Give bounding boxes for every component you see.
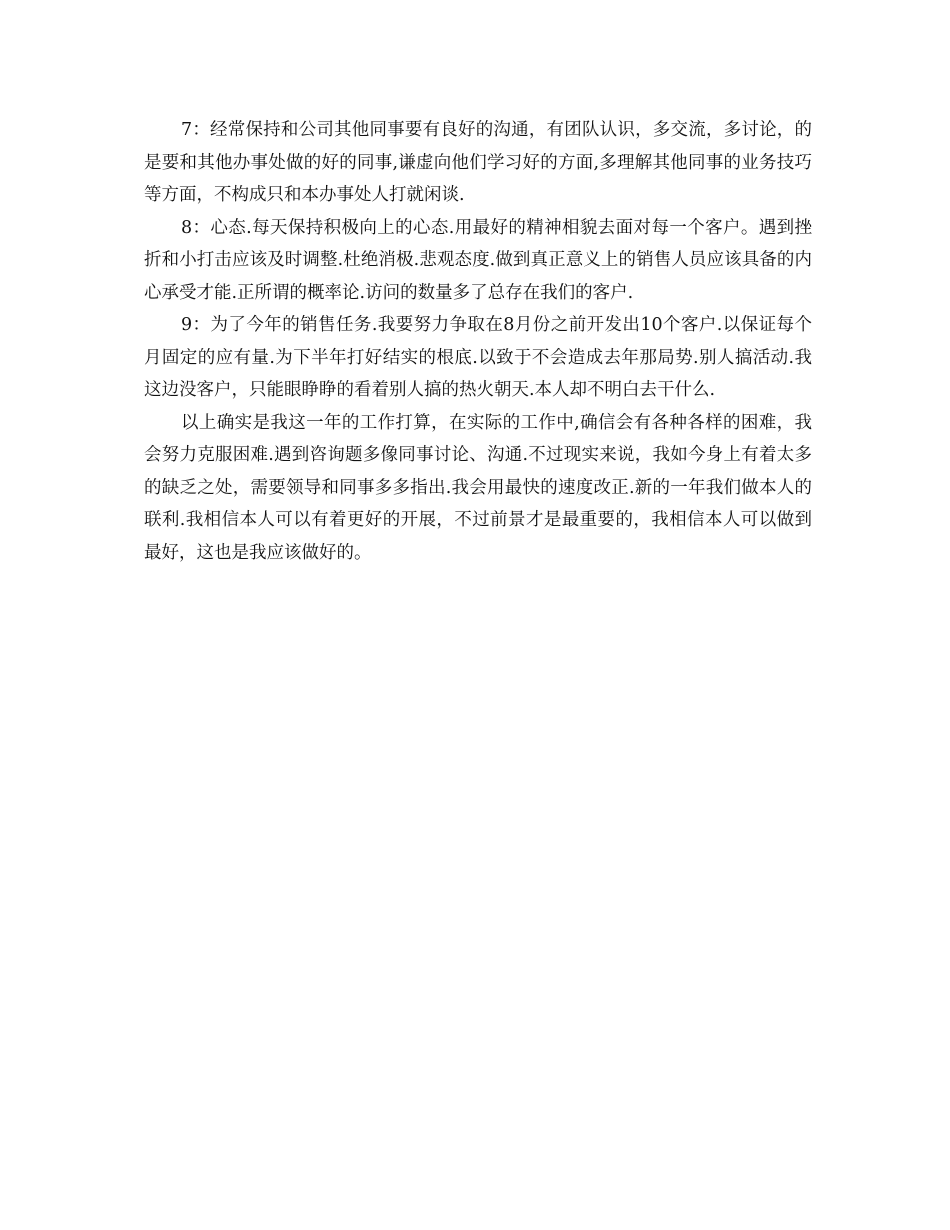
paragraph-summary: 以上确实是我这一年的工作打算，在实际的工作中,确信会有各种各样的困难，我会努力克服困难.遇到咨询题多像同事讨论、沟通.不过现实来说，我如今身上有着太多的缺乏之处，需要领导和同事多多指出.我会用最快的速度改正.新的一年我们做本人的联利.我相信本人可以有着更好的开展，不过前景才是最重要的，我相信本人可以做到最好，这也是我应该做好的。 <box>144 412 812 563</box>
paragraph-item-9: 9：为了今年的销售任务.我要努力争取在8月份之前开发出10个客户.以保证每个月固定的应有量.为下半年打好结实的根底.以致于不会造成去年那局势.别人搞活动.我这边没客户，只能眼睁睁的看着别人搞的热火朝天.本人却不明白去干什么. <box>144 315 812 400</box>
document-body <box>144 114 812 569</box>
paragraph-item-8: 8：心态.每天保持积极向上的心态.用最好的精神相貌去面对每一个客户。遇到挫折和小打击应该及时调整.杜绝消极.悲观态度.做到真正意义上的销售人员应该具备的内心承受才能.正所谓的概率论.访问的数量多了总存在我们的客户. <box>144 217 812 303</box>
paragraph-item-7: 7：经常保持和公司其他同事要有良好的沟通，有团队认识，多交流，多讨论，的是要和其他办事处做的好的同事,谦虚向他们学习好的方面,多理解其他同事的业务技巧等方面，不构成只和本办事处人打就闲谈. <box>144 120 812 205</box>
